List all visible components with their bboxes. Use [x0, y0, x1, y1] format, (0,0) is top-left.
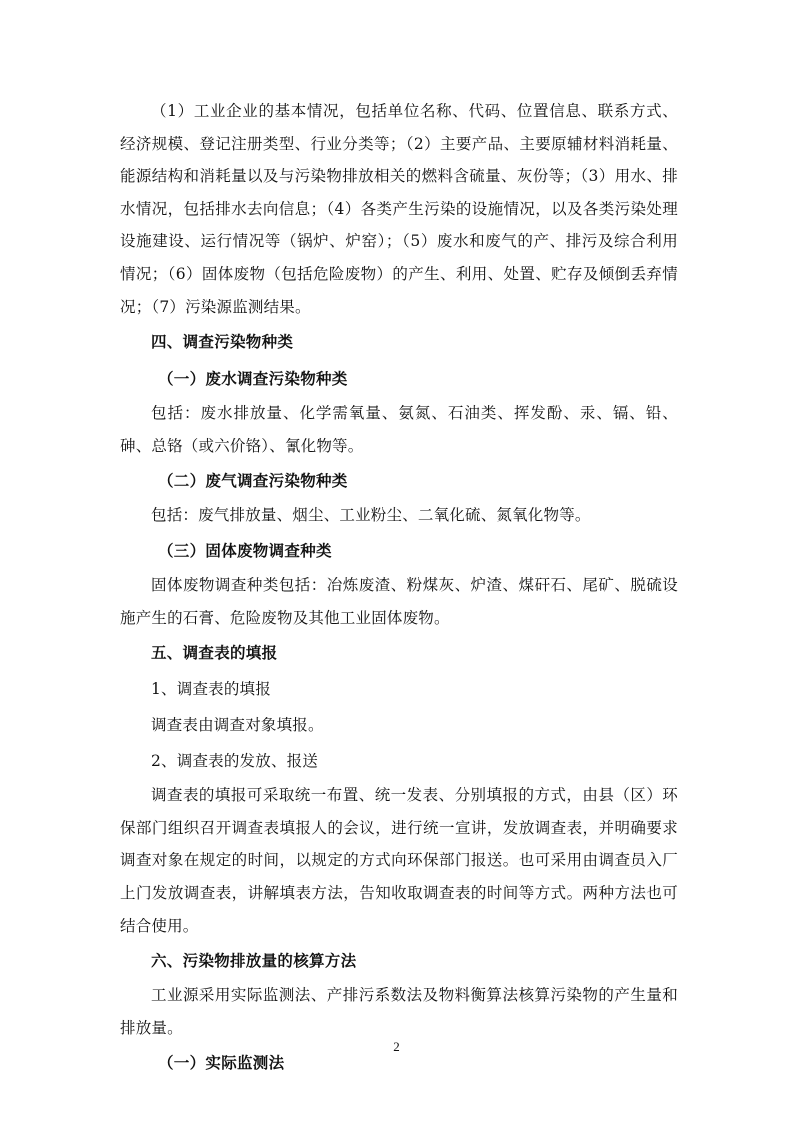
item-form-filling: 1、调查表的填报 — [151, 680, 271, 699]
section-heading-accounting-methods: 六、污染物排放量的核算方法 — [151, 951, 357, 971]
subheading-wastewater-pollutants: （一）废水调查污染物种类 — [158, 369, 348, 389]
item-form-filled-by-subject: 调查表由调查对象填报。 — [151, 716, 324, 735]
document-body — [120, 95, 678, 1081]
paragraph-exhaust-gas-pollutants: 包括：废气排放量、烟尘、工业粉尘、二氧化硫、氮氧化物等。 — [151, 506, 591, 525]
page-number: 2 — [393, 1039, 400, 1054]
paragraph-basic-info: （1）工业企业的基本情况，包括单位名称、代码、位置信息、联系方式、经济规模、登记注册类型、行业分类等；（2）主要产品、主要原辅材料消耗量、能源结构和消耗量以及与污染物排放相关的燃料含硫量、灰份等；（3）用水、排水情况，包括排水去向信息；（4）各类产生污染的设施情况，以及各类污染处理设施建设、运行情况等（锅炉、炉窑）；（5）废水和废气的产、排污及综合利用情况；（6）固体废物（包括危险废物）的产生、利用、处置、贮存及倾倒丢弃情况；（7）污染源监测结果。 — [120, 102, 678, 316]
subheading-actual-monitoring: （一）实际监测法 — [158, 1053, 285, 1073]
section-heading-form-filling: 五、调查表的填报 — [151, 643, 278, 663]
item-form-distribution: 2、调查表的发放、报送 — [151, 752, 319, 771]
paragraph-wastewater-pollutants: 包括：废水排放量、化学需氧量、氨氮、石油类、挥发酚、汞、镉、铅、砷、总铬（或六价铬）、氰化物等。 — [120, 404, 678, 455]
paragraph-form-distribution: 调查表的填报可采取统一布置、统一发表、分别填报的方式，由县（区）环保部门组织召开调查表填报人的会议，进行统一宣讲，发放调查表，并明确要求调查对象在规定的时间，以规定的方式向环保部门报送。也可采用由调查员入厂上门发放调查表，讲解填表方法，告知收取调查表的时间等方式。两种方法也可结合使用。 — [120, 786, 678, 935]
section-heading-pollutant-types: 四、调查污染物种类 — [151, 332, 294, 352]
paragraph-accounting-methods: 工业源采用实际监测法、产排污系数法及物料衡算法核算污染物的产生量和排放量。 — [120, 986, 678, 1037]
subheading-exhaust-gas-pollutants: （二）废气调查污染物种类 — [158, 471, 348, 491]
paragraph-solid-waste-types: 固体废物调查种类包括：冶炼废渣、粉煤灰、炉渣、煤矸石、尾矿、脱硫设施产生的石膏、危险废物及其他工业固体废物。 — [120, 575, 678, 627]
subheading-solid-waste-types: （三）固体废物调查种类 — [158, 540, 332, 560]
